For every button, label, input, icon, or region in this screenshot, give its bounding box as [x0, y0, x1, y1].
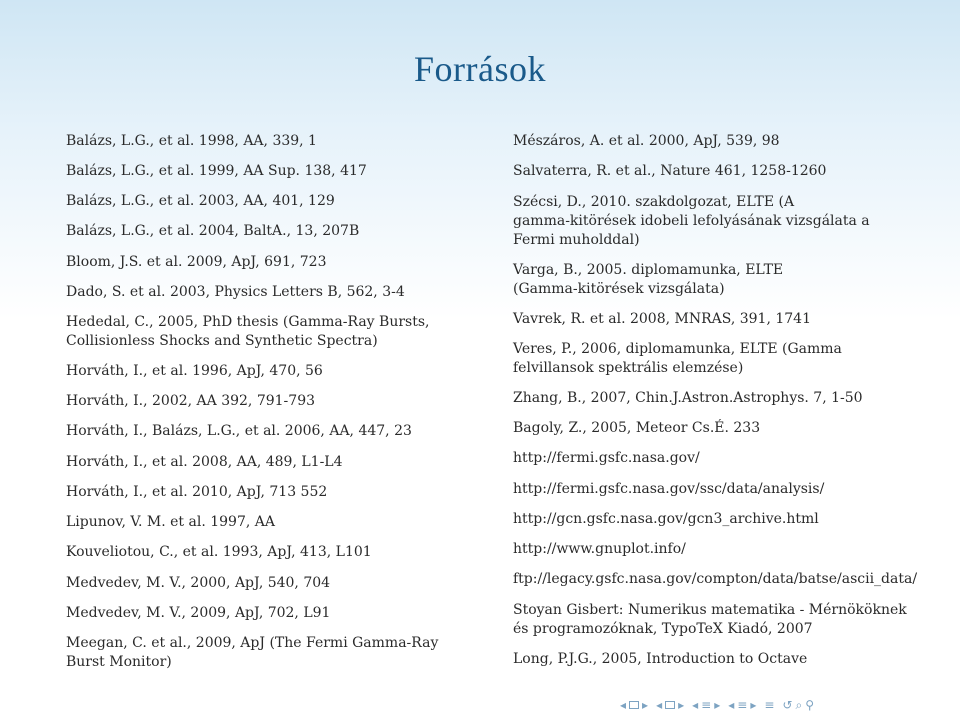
- reference-item: Horváth, I., Balázs, L.G., et al. 2006, AA, 447, 23: [66, 423, 412, 439]
- reference-item: Dado, S. et al. 2003, Physics Letters B, 562, 3-4: [66, 284, 405, 300]
- reference-item: Balázs, L.G., et al. 2003, AA, 401, 129: [66, 193, 335, 209]
- reference-item: Horváth, I., et al. 2010, ApJ, 713 552: [66, 484, 328, 500]
- reference-item: Hededal, C., 2005, PhD thesis (Gamma-Ray Bursts, Collisionless Shocks and Synthetic Spectra): [66, 314, 430, 349]
- reference-item: Szécsi, D., 2010. szakdolgozat, ELTE (A gamma-kitörések idobeli lefolyásának vizsgálata a Fermi muholddal): [513, 194, 870, 248]
- reference-item: Bloom, J.S. et al. 2009, ApJ, 691, 723: [66, 254, 327, 270]
- nav-right-arrow-icon[interactable]: ▸: [714, 698, 721, 712]
- reference-item: Balázs, L.G., et al. 2004, BaltA., 13, 207B: [66, 223, 360, 239]
- nav-subsection-icon[interactable]: [665, 701, 675, 709]
- reference-item: Horváth, I., et al. 2008, AA, 489, L1-L4: [66, 454, 343, 470]
- nav-section-icon[interactable]: ≡: [701, 698, 712, 712]
- reference-item: Veres, P., 2006, diplomamunka, ELTE (Gamma felvillansok spektrális elemzése): [513, 341, 842, 376]
- nav-right-arrow-icon[interactable]: ▸: [750, 698, 757, 712]
- reference-item: Kouveliotou, C., et al. 1993, ApJ, 413, L101: [66, 544, 372, 560]
- nav-frame-icon[interactable]: [629, 701, 639, 709]
- nav-right-arrow-icon[interactable]: ▸: [678, 698, 685, 712]
- reference-item: Long, P.J.G., 2005, Introduction to Octave: [513, 651, 808, 667]
- nav-left-arrow-icon[interactable]: ◂: [656, 698, 663, 712]
- nav-left-arrow-icon[interactable]: ◂: [728, 698, 735, 712]
- reference-item: Meegan, C. et al., 2009, ApJ (The Fermi Gamma-Ray Burst Monitor): [66, 635, 439, 670]
- reference-link[interactable]: ftp://legacy.gsfc.nasa.gov/compton/data/batse/ascii_data/: [513, 571, 918, 587]
- reference-item: Zhang, B., 2007, Chin.J.Astron.Astrophys. 7, 1-50: [513, 390, 863, 406]
- reference-link[interactable]: http://www.gnuplot.info/: [513, 541, 686, 557]
- reference-item: Balázs, L.G., et al. 1999, AA Sup. 138, 417: [66, 163, 367, 179]
- reference-item: Mészáros, A. et al. 2000, ApJ, 539, 98: [513, 133, 780, 149]
- page-title: Források: [414, 49, 546, 89]
- reference-item: Bagoly, Z., 2005, Meteor Cs.É. 233: [513, 420, 761, 436]
- nav-section-icon[interactable]: ≡: [737, 698, 748, 712]
- reference-item: Lipunov, V. M. et al. 1997, AA: [66, 514, 275, 530]
- reference-item: Horváth, I., et al. 1996, ApJ, 470, 56: [66, 363, 323, 379]
- reference-item: Varga, B., 2005. diplomamunka, ELTE (Gamma-kitörések vizsgálata): [513, 262, 784, 297]
- nav-search-icon[interactable]: ⌕: [795, 697, 803, 712]
- reference-item: Salvaterra, R. et al., Nature 461, 1258-1260: [513, 163, 827, 179]
- reference-link[interactable]: http://fermi.gsfc.nasa.gov/: [513, 450, 700, 466]
- nav-left-arrow-icon[interactable]: ◂: [620, 698, 627, 712]
- reference-item: Vavrek, R. et al. 2008, MNRAS, 391, 1741: [513, 311, 811, 327]
- reference-item: Medvedev, M. V., 2009, ApJ, 702, L91: [66, 605, 331, 621]
- reference-link[interactable]: http://gcn.gsfc.nasa.gov/gcn3_archive.html: [513, 511, 819, 527]
- reference-item: Stoyan Gisbert: Numerikus matematika - Mérnököknek és programozóknak, TypoTeX Kiadó, 2007: [513, 602, 907, 637]
- nav-zoom-icon[interactable]: ⚲: [805, 698, 815, 712]
- reference-item: Balázs, L.G., et al. 1998, AA, 339, 1: [66, 133, 317, 149]
- reference-link[interactable]: http://fermi.gsfc.nasa.gov/ssc/data/analysis/: [513, 481, 825, 497]
- reference-item: Horváth, I., 2002, AA 392, 791-793: [66, 393, 316, 409]
- reference-item: Medvedev, M. V., 2000, ApJ, 540, 704: [66, 575, 331, 591]
- nav-left-arrow-icon[interactable]: ◂: [692, 698, 699, 712]
- nav-align-icon[interactable]: ≡: [764, 698, 775, 712]
- beamer-navigation-bar: [620, 698, 950, 712]
- nav-back-icon[interactable]: ↺: [782, 698, 793, 712]
- nav-right-arrow-icon[interactable]: ▸: [642, 698, 649, 712]
